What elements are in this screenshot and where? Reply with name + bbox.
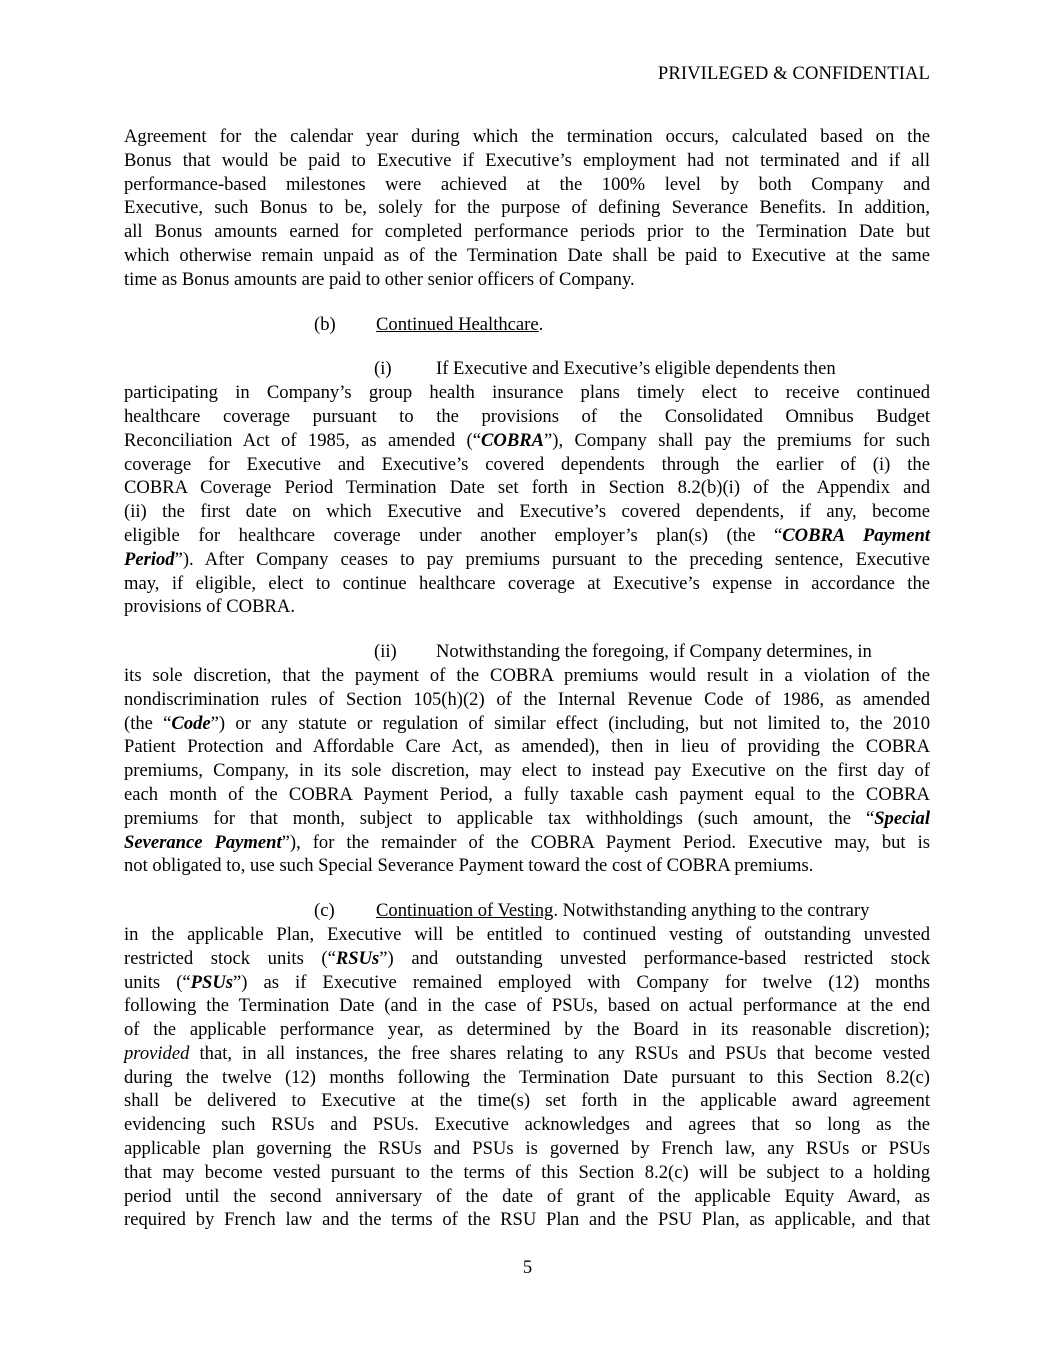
paragraph-text: Reconciliation Act of 1985, as amended (“ [124, 429, 481, 451]
paragraph-line: premiums, Company, in its sole discretion, may elect to instead pay Executive on the first day of [124, 760, 930, 782]
paragraph-line: performance-based milestones were achieved at the 100% level by both Company and [124, 173, 930, 195]
paragraph-text: premiums for that month, subject to applicable tax withholdings (such amount, the “ [124, 807, 875, 829]
bonus-paragraph [124, 125, 930, 292]
paragraph-line: period until the second anniversary of the date of grant of the applicable Equity Award, as [124, 1185, 930, 1207]
section-c [124, 899, 930, 1232]
section-b-heading [124, 313, 930, 337]
paragraph-line [124, 971, 930, 995]
section-c-label: (c) [314, 900, 335, 922]
defined-term-cobra-payment: COBRA Payment [782, 524, 930, 546]
confidentiality-header: PRIVILEGED & CONFIDENTIAL [657, 63, 930, 84]
paragraph-line [124, 1042, 930, 1066]
paragraph-line: each month of the COBRA Payment Period, a fully taxable cash payment equal to the COBRA [124, 783, 930, 805]
paragraph-line: applicable plan governing the RSUs and PSUs is governed by French law, any RSUs or PSUs [124, 1138, 930, 1160]
paragraph-line: following the Termination Date (and in the case of PSUs, based on actual performance at the end [124, 995, 930, 1017]
paragraph-line: evidencing such RSUs and PSUs. Executive acknowledges and agrees that so long as the [124, 1114, 930, 1136]
section-c-first-line [124, 899, 930, 923]
paragraph-line: Patient Protection and Affordable Care Act, as amended), then in lieu of providing the COBRA [124, 736, 930, 758]
paragraph-line: during the twelve (12) months following the Termination Date pursuant to this Section 8.2(c) [124, 1066, 930, 1088]
paragraph-line [124, 524, 930, 548]
paragraph-line: in the applicable Plan, Executive will be entitled to continued vesting of outstanding unvested [124, 923, 930, 945]
paragraph-text: that, in all instances, the free shares relating to any RSUs and PSUs that become vested [189, 1042, 930, 1064]
section-b-label: (b) [314, 313, 336, 335]
paragraph-line: Executive, such Bonus to be, solely for the purpose of defining Severance Benefits. In addition, [124, 197, 930, 219]
paragraph-line: Bonus that would be paid to Executive if Executive’s employment had not terminated and if all [124, 149, 930, 171]
paragraph-text: . Notwithstanding anything to the contrary [553, 900, 870, 922]
paragraph-line: that may become vested pursuant to the terms of this Section 8.2(c) will be subject to a holding [124, 1161, 930, 1183]
subsection-i-first-line [124, 357, 930, 381]
paragraph-line [124, 548, 930, 572]
defined-term-severance-payment: Severance Payment [124, 831, 282, 853]
subsection-ii-first-line [124, 640, 930, 664]
section-b-period: . [538, 313, 544, 335]
paragraph-text: ”). After Company ceases to pay premiums pursuant to the preceding sentence, Executive [174, 548, 930, 570]
paragraph-line: provisions of COBRA. [124, 596, 295, 618]
subsection-i-label: (i) [374, 358, 392, 380]
defined-term-period: Period [124, 548, 175, 570]
paragraph-text: restricted stock units (“ [124, 947, 336, 969]
paragraph-line: participating in Company’s group health insurance plans timely elect to receive continued [124, 382, 930, 404]
paragraph-text: Notwithstanding the foregoing, if Company determines, in [436, 641, 872, 663]
paragraph-text: units (“ [124, 971, 191, 993]
paragraph-line: coverage for Executive and Executive’s covered dependents through the earlier of (i) the [124, 453, 930, 475]
paragraph-line: of the applicable performance year, as determined by the Board in its reasonable discretion); [124, 1019, 930, 1041]
defined-term-rsus: RSUs [335, 947, 380, 969]
paragraph-text: ”) and outstanding unvested performance-based restricted stock [379, 947, 930, 969]
section-b-title: Continued Healthcare [376, 313, 539, 335]
paragraph-text: eligible for healthcare coverage under another employer’s plan(s) (the “ [124, 524, 783, 546]
paragraph-line: COBRA Coverage Period Termination Date set forth in Section 8.2(b)(i) of the Appendix and [124, 477, 930, 499]
paragraph-line: healthcare coverage pursuant to the provisions of the Consolidated Omnibus Budget [124, 405, 930, 427]
paragraph-line: which otherwise remain unpaid as of the Termination Date shall be paid to Executive at the same [124, 244, 930, 266]
defined-term-cobra: COBRA [480, 429, 545, 451]
paragraph-line: time as Bonus amounts are paid to other senior officers of Company. [124, 268, 635, 290]
subsection-ii [124, 640, 930, 878]
paragraph-line [124, 807, 930, 831]
defined-term-code: Code [171, 712, 211, 734]
provided-italic: provided [124, 1042, 190, 1064]
paragraph-line: Agreement for the calendar year during which the termination occurs, calculated based on the [124, 126, 930, 147]
paragraph-line: nondiscrimination rules of Section 105(h)(2) of the Internal Revenue Code of 1986, as amended [124, 688, 930, 710]
paragraph-line [124, 712, 930, 736]
page-number: 5 [522, 1257, 533, 1278]
subsection-ii-label: (ii) [374, 641, 397, 663]
paragraph-line: shall be delivered to Executive at the time(s) set forth in the applicable award agreement [124, 1090, 930, 1112]
section-c-title: Continuation of Vesting [376, 900, 554, 922]
paragraph-line: may, if eligible, elect to continue healthcare coverage at Executive’s expense in accordance the [124, 572, 930, 594]
paragraph-text: ”), for the remainder of the COBRA Payment Period. Executive may, but is [281, 831, 930, 853]
paragraph-text: If Executive and Executive’s eligible dependents then [436, 358, 836, 380]
paragraph-line [124, 831, 930, 855]
defined-term-psus: PSUs [190, 971, 234, 993]
paragraph-line [124, 429, 930, 453]
subsection-i [124, 357, 930, 619]
paragraph-line: (ii) the first date on which Executive and Executive’s covered dependents, if any, become [124, 501, 930, 523]
paragraph-text: ”) as if Executive remained employed with Company for twelve (12) months [233, 971, 930, 993]
paragraph-line: required by French law and the terms of the RSU Plan and the PSU Plan, as applicable, and that [124, 1209, 930, 1231]
defined-term-special: Special [874, 807, 930, 829]
paragraph-line: not obligated to, use such Special Severance Payment toward the cost of COBRA premiums. [124, 855, 814, 877]
paragraph-line: its sole discretion, that the payment of the COBRA premiums would result in a violation of the [124, 664, 930, 686]
paragraph-line: all Bonus amounts earned for completed performance periods prior to the Termination Date but [124, 221, 930, 243]
document-body [124, 125, 930, 1232]
paragraph-text: (the “ [124, 712, 172, 734]
paragraph-text: ”), Company shall pay the premiums for such [544, 429, 930, 451]
paragraph-line [124, 947, 930, 971]
paragraph-text: ”) or any statute or regulation of similar effect (including, but not limited to, the 2010 [210, 712, 930, 734]
